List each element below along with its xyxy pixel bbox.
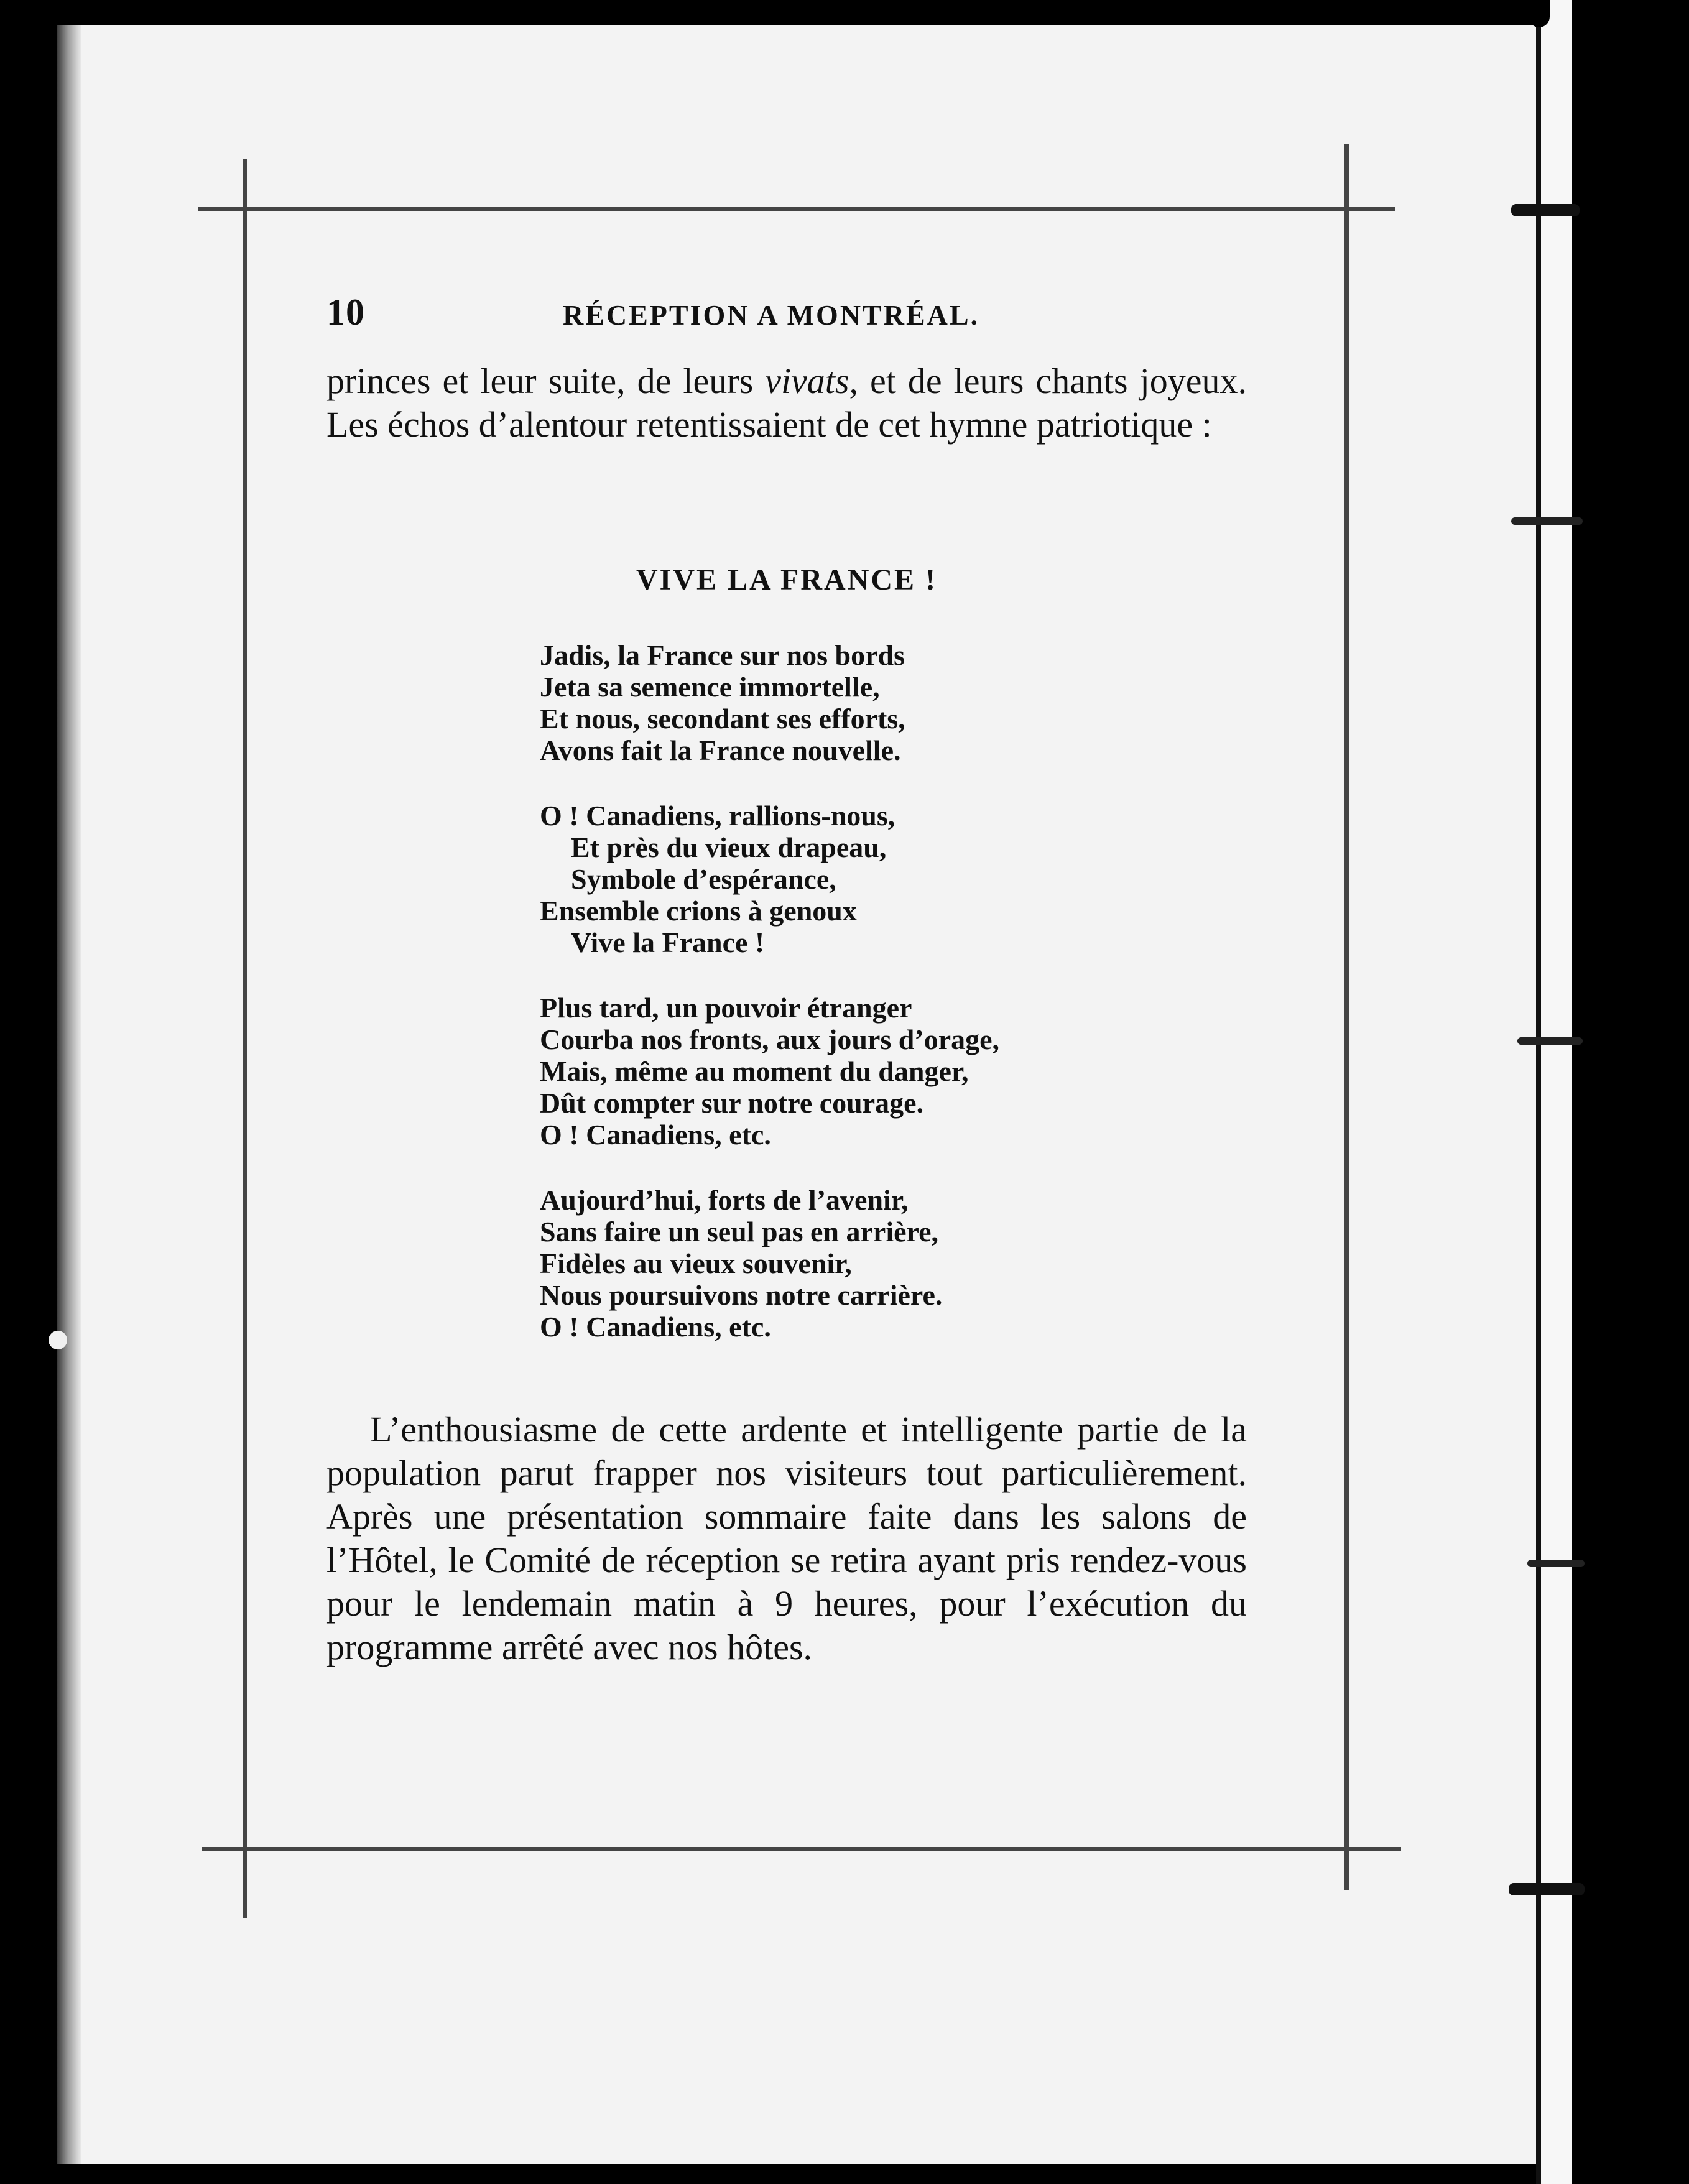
poem-body	[540, 639, 1255, 1376]
running-title: RÉCEPTION A MONTRÉAL.	[563, 299, 980, 331]
poem-line: Dût compter sur notre courage.	[540, 1087, 924, 1119]
binding-stitch-2	[1511, 517, 1583, 525]
page-left-edge-shadow	[57, 25, 81, 2164]
page-header	[326, 291, 992, 334]
poem-line: Fidèles au vieux souvenir,	[540, 1247, 852, 1279]
frame-right-rule	[1344, 144, 1349, 1890]
poem-stanza	[540, 639, 1255, 766]
poem-line: Aujourd’hui, forts de l’avenir,	[540, 1184, 909, 1216]
poem-line: Jadis, la France sur nos bords	[540, 639, 905, 671]
poem-title: VIVE LA FRANCE !	[636, 563, 938, 596]
poem-line: Plus tard, un pouvoir étranger	[540, 992, 912, 1024]
poem-line: Symbole d’espérance,	[571, 863, 836, 895]
poem-stanza	[540, 992, 1255, 1150]
binding-ink-blot	[1529, 0, 1550, 27]
binding-stitch-1	[1511, 204, 1580, 216]
binding-stitch-5	[1509, 1883, 1585, 1895]
poem-line: Jeta sa semence immortelle,	[540, 671, 880, 703]
frame-bottom-rule	[202, 1847, 1401, 1851]
poem-line: Sans faire un seul pas en arrière,	[540, 1216, 939, 1247]
intro-text-before: princes et leur suite, de leurs	[326, 361, 766, 401]
binding-stitch-3	[1517, 1037, 1583, 1045]
poem-line: Ensemble crions à genoux	[540, 895, 857, 927]
intro-text-after: , et de leurs chants joyeux. Les échos d’alentour retentissaient de cet hymne patriotique :	[326, 361, 1247, 445]
poem-line: Nous poursuivons notre carrière.	[540, 1279, 943, 1311]
poem-line: Courba nos fronts, aux jours d’orage,	[540, 1024, 1000, 1055]
poem-stanza	[540, 1184, 1255, 1343]
poem-line: Mais, même au moment du danger,	[540, 1055, 969, 1087]
frame-left-rule	[243, 159, 247, 1918]
frame-top-rule	[198, 207, 1395, 211]
poem-line: Et près du vieux drapeau,	[571, 831, 887, 863]
poem-line: Et nous, secondant ses efforts,	[540, 703, 905, 734]
binding-fold-line	[1536, 0, 1541, 2184]
intro-italic-word: vivats	[765, 361, 849, 401]
poem-stanza	[540, 800, 1255, 958]
poem-line: O ! Canadiens, rallions-nous,	[540, 800, 895, 831]
binding-strip	[1537, 0, 1572, 2184]
page-number: 10	[326, 292, 365, 333]
scan-speck	[49, 1331, 67, 1349]
closing-text: L’enthousiasme de cette ardente et intelligente partie de la population parut frapper nos visiteurs tout particulièrement. Après une présentation sommaire faite dans les salons de l’Hôtel, le Comité de réception se retira ayant pris rendez-vous pour le lendemain matin à 9 heures, pour l’exécution du programme arrêté avec nos hôtes.	[326, 1409, 1247, 1667]
poem-line: Vive la France !	[571, 927, 765, 958]
poem-line: Avons fait la France nouvelle.	[540, 734, 901, 766]
binding-stitch-4	[1527, 1560, 1585, 1567]
closing-paragraph	[326, 1408, 1247, 1669]
intro-paragraph	[326, 359, 1247, 447]
poem-line: O ! Canadiens, etc.	[540, 1119, 771, 1150]
poem-line: O ! Canadiens, etc.	[540, 1311, 771, 1343]
